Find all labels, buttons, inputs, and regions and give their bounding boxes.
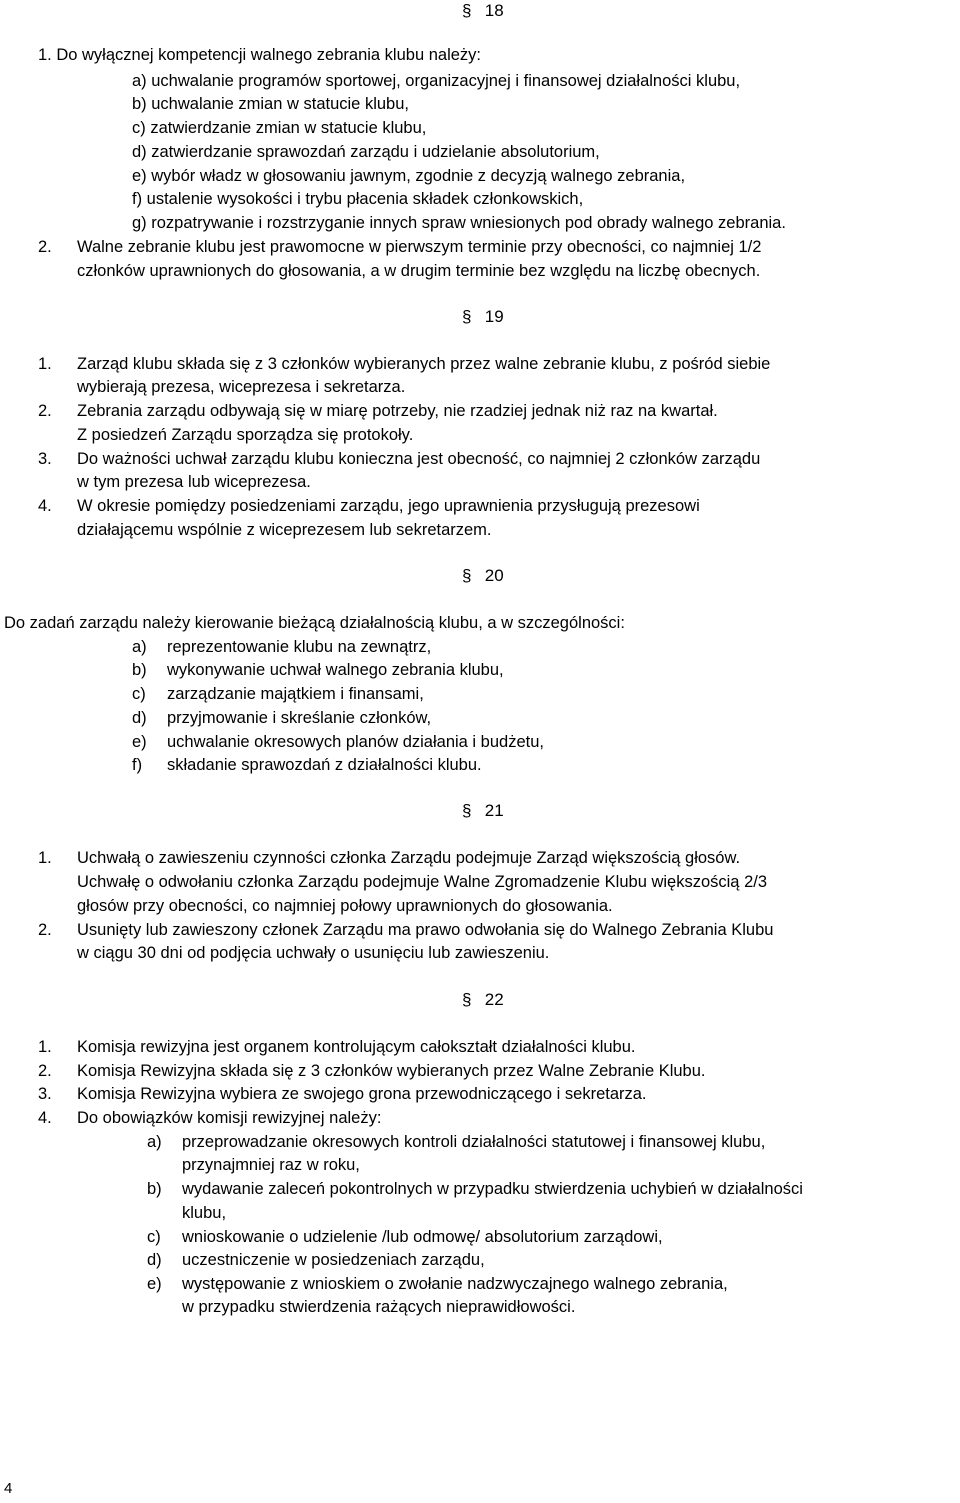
list-item: składanie sprawozdań z działalności klubu.: [167, 756, 482, 774]
item-letter: a): [132, 638, 147, 656]
section-heading-21: [462, 801, 504, 821]
list-item: przyjmowanie i skreślanie członków,: [167, 709, 432, 727]
item-number: 3.: [38, 1085, 52, 1103]
list-item: zarządzanie majątkiem i finansami,: [167, 685, 424, 703]
list-item: uczestniczenie w posiedzeniach zarządu,: [182, 1251, 485, 1269]
section-heading-22: [462, 990, 504, 1010]
list-item: b) uchwalanie zmian w statucie klubu,: [132, 95, 409, 113]
item-letter: d): [132, 709, 147, 727]
paragraph-line: Uchwałą o zawieszeniu czynności członka Zarządu podejmuje Zarząd większością głosów.: [77, 849, 741, 867]
section-symbol: §: [462, 1, 472, 20]
paragraph-line: głosów przy obecności, co najmniej połowy uprawnionych do głosowania.: [77, 897, 613, 915]
paragraph-line: Walne zebranie klubu jest prawomocne w pierwszym terminie przy obecności, co najmniej 1/2: [77, 238, 762, 256]
item-number: 2.: [38, 238, 52, 256]
list-item: przynajmniej raz w roku,: [182, 1156, 360, 1174]
list-item: w przypadku stwierdzenia rażących nieprawidłowości.: [182, 1298, 576, 1316]
item-number: 3.: [38, 450, 52, 468]
paragraph-line: działającemu wspólnie z wiceprezesem lub sekretarzem.: [77, 521, 492, 539]
list-item: e) wybór władz w głosowaniu jawnym, zgodnie z decyzją walnego zebrania,: [132, 167, 686, 185]
paragraph-line: Do obowiązków komisji rewizyjnej należy:: [77, 1109, 382, 1127]
item-letter: e): [132, 733, 147, 751]
item-letter: d): [147, 1251, 162, 1269]
item-number: 2.: [38, 402, 52, 420]
section-heading-18: [462, 1, 504, 21]
paragraph-line: Komisja Rewizyjna składa się z 3 członków wybieranych przez Walne Zebranie Klubu.: [77, 1062, 706, 1080]
section-symbol: §: [462, 566, 472, 585]
paragraph-line: Komisja Rewizyjna wybiera ze swojego grona przewodniczącego i sekretarza.: [77, 1085, 647, 1103]
item-letter: b): [132, 661, 147, 679]
list-item: a) uchwalanie programów sportowej, organizacyjnej i finansowej działalności klubu,: [132, 72, 741, 90]
paragraph-line: wybierają prezesa, wiceprezesa i sekretarza.: [77, 378, 406, 396]
item-letter: c): [132, 685, 146, 703]
item-number: 4.: [38, 497, 52, 515]
list-item: wnioskowanie o udzielenie /lub odmowę/ absolutorium zarządowi,: [182, 1228, 663, 1246]
paragraph-line: Do zadań zarządu należy kierowanie bieżącą działalnością klubu, a w szczególności:: [4, 614, 625, 632]
list-item: c) zatwierdzanie zmian w statucie klubu,: [132, 119, 427, 137]
item-letter: f): [132, 756, 143, 774]
item-number: 2.: [38, 921, 52, 939]
item-number: 2.: [38, 1062, 52, 1080]
section-symbol: §: [462, 990, 472, 1009]
item-number: 4.: [38, 1109, 52, 1127]
list-item: d) zatwierdzanie sprawozdań zarządu i udzielanie absolutorium,: [132, 143, 600, 161]
paragraph-line: Z posiedzeń Zarządu sporządza się protokoły.: [77, 426, 414, 444]
list-item: reprezentowanie klubu na zewnątrz,: [167, 638, 432, 656]
section-number: 20: [484, 566, 504, 585]
section-heading-19: [462, 307, 504, 327]
item-letter: c): [147, 1228, 161, 1246]
list-item: wydawanie zaleceń pokontrolnych w przypadku stwierdzenia uchybień w działalności: [182, 1180, 803, 1198]
list-item: f) ustalenie wysokości i trybu płacenia składek członkowskich,: [132, 190, 584, 208]
item-letter: b): [147, 1180, 162, 1198]
paragraph-line: Zarząd klubu składa się z 3 członków wybieranych przez walne zebranie klubu, z pośród siebie: [77, 355, 771, 373]
list-item: występowanie z wnioskiem o zwołanie nadzwyczajnego walnego zebrania,: [182, 1275, 728, 1293]
paragraph-line: w ciągu 30 dni od podjęcia uchwały o usunięciu lub zawieszeniu.: [77, 944, 550, 962]
item-number: 1.: [38, 849, 52, 867]
paragraph-line: 1. Do wyłącznej kompetencji walnego zebrania klubu należy:: [38, 46, 481, 64]
section-symbol: §: [462, 307, 472, 326]
list-item: klubu,: [182, 1204, 227, 1222]
paragraph-line: członków uprawnionych do głosowania, a w drugim terminie bez względu na liczbę obecnych.: [77, 262, 761, 280]
item-number: 1.: [38, 355, 52, 373]
paragraph-line: Do ważności uchwał zarządu klubu konieczna jest obecność, co najmniej 2 członków zarządu: [77, 450, 761, 468]
section-heading-20: [462, 566, 504, 586]
section-number: 21: [484, 801, 504, 820]
section-number: 18: [484, 1, 504, 20]
list-item: przeprowadzanie okresowych kontroli działalności statutowej i finansowej klubu,: [182, 1133, 766, 1151]
item-number: 1.: [38, 1038, 52, 1056]
paragraph-line: Zebrania zarządu odbywają się w miarę potrzeby, nie rzadziej jednak niż raz na kwartał.: [77, 402, 718, 420]
list-item: uchwalanie okresowych planów działania i budżetu,: [167, 733, 544, 751]
section-symbol: §: [462, 801, 472, 820]
paragraph-line: Komisja rewizyjna jest organem kontrolującym całokształt działalności klubu.: [77, 1038, 636, 1056]
paragraph-line: Uchwałę o odwołaniu członka Zarządu podejmuje Walne Zgromadzenie Klubu większością 2/3: [77, 873, 768, 891]
item-letter: a): [147, 1133, 162, 1151]
list-item: wykonywanie uchwał walnego zebrania klubu,: [167, 661, 504, 679]
paragraph-line: w tym prezesa lub wiceprezesa.: [77, 473, 311, 491]
section-number: 19: [484, 307, 504, 326]
list-item: g) rozpatrywanie i rozstrzyganie innych spraw wniesionych pod obrady walnego zebrania.: [132, 214, 786, 232]
page-number: 4: [4, 1480, 13, 1497]
item-letter: e): [147, 1275, 162, 1293]
paragraph-line: Usunięty lub zawieszony członek Zarządu ma prawo odwołania się do Walnego Zebrania Klubu: [77, 921, 774, 939]
paragraph-line: W okresie pomiędzy posiedzeniami zarządu, jego uprawnienia przysługują prezesowi: [77, 497, 700, 515]
section-number: 22: [484, 990, 504, 1009]
